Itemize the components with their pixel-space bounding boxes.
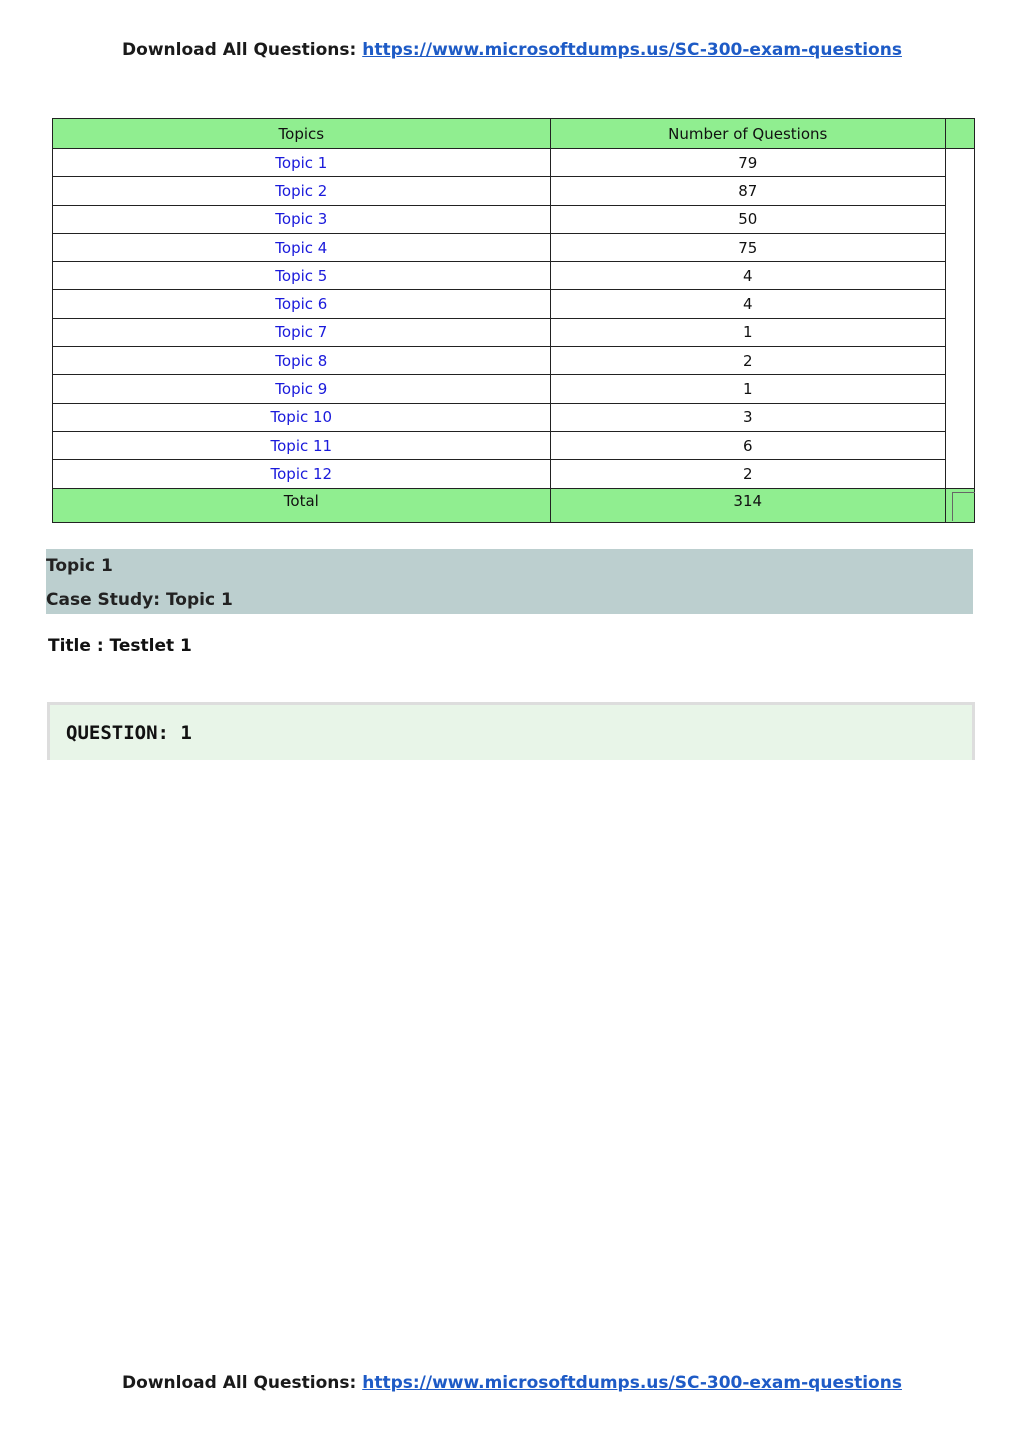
topic-link[interactable]: Topic 7	[275, 323, 328, 342]
topic-cell	[53, 233, 551, 261]
side-cell	[945, 262, 974, 290]
table-row	[53, 233, 975, 261]
question-count-cell: 2	[550, 460, 945, 488]
side-cell	[945, 431, 974, 459]
side-cell	[945, 290, 974, 318]
side-cell	[945, 177, 974, 205]
side-cell	[945, 347, 974, 375]
question-count-cell: 4	[550, 262, 945, 290]
topic-link[interactable]: Topic 1	[275, 153, 328, 172]
header-download-link[interactable]: https://www.microsoftdumps.us/SC-300-exam-questions	[362, 40, 902, 60]
question-count-cell: 4	[550, 290, 945, 318]
topic-cell	[53, 403, 551, 431]
topic-cell	[53, 177, 551, 205]
topic-cell	[53, 149, 551, 177]
total-label: Total	[53, 488, 551, 522]
section-topic-heading: Topic 1	[46, 556, 113, 576]
table-row	[53, 177, 975, 205]
topic-link[interactable]: Topic 9	[275, 380, 328, 399]
question-count-cell: 2	[550, 347, 945, 375]
topic-cell	[53, 460, 551, 488]
table-row	[53, 431, 975, 459]
topic-link[interactable]: Topic 10	[270, 408, 333, 427]
topic-link[interactable]: Topic 2	[275, 181, 328, 200]
question-count-cell: 1	[550, 375, 945, 403]
header-prefix: Download All Questions:	[122, 40, 357, 60]
header-topics: Topics	[53, 119, 551, 149]
header-side-cell	[945, 119, 974, 149]
table-row	[53, 290, 975, 318]
side-cell	[945, 233, 974, 261]
table-row	[53, 205, 975, 233]
table-header-row	[53, 119, 975, 149]
side-cell	[945, 375, 974, 403]
topic-cell	[53, 375, 551, 403]
question-count-cell: 75	[550, 233, 945, 261]
question-count-cell: 79	[550, 149, 945, 177]
table-row	[53, 460, 975, 488]
topic-link[interactable]: Topic 11	[270, 436, 333, 455]
question-count-cell: 50	[550, 205, 945, 233]
table-row	[53, 262, 975, 290]
side-cell	[945, 460, 974, 488]
side-cell	[945, 205, 974, 233]
footer-download-link[interactable]: https://www.microsoftdumps.us/SC-300-exam-questions	[362, 1373, 902, 1393]
footer-download-banner	[0, 1373, 1024, 1393]
header-number-of-questions: Number of Questions	[550, 119, 945, 149]
topic-link[interactable]: Topic 8	[275, 351, 328, 370]
topic-link[interactable]: Topic 3	[275, 210, 328, 229]
question-count-cell: 1	[550, 318, 945, 346]
table-row	[53, 149, 975, 177]
total-side-cell	[945, 488, 974, 522]
topic-cell	[53, 262, 551, 290]
side-cell	[945, 149, 974, 177]
topic-cell	[53, 431, 551, 459]
topic-link[interactable]: Topic 4	[275, 238, 328, 257]
topic-link[interactable]: Topic 5	[275, 266, 328, 285]
topic-link[interactable]: Topic 6	[275, 295, 328, 314]
footer-prefix: Download All Questions:	[122, 1373, 357, 1393]
table-row	[53, 403, 975, 431]
table-row	[53, 347, 975, 375]
case-study-heading: Case Study: Topic 1	[46, 590, 233, 610]
question-count-cell: 87	[550, 177, 945, 205]
question-box	[47, 702, 975, 760]
table-row	[53, 318, 975, 346]
question-count-cell: 3	[550, 403, 945, 431]
topic-link[interactable]: Topic 12	[270, 464, 333, 483]
header-download-banner	[0, 40, 1024, 60]
topic-cell	[53, 318, 551, 346]
total-value: 314	[550, 488, 945, 522]
topic-cell	[53, 347, 551, 375]
topic-cell	[53, 205, 551, 233]
side-cell	[945, 318, 974, 346]
total-row	[53, 488, 975, 522]
question-label: QUESTION: 1	[66, 722, 192, 744]
topic-cell	[53, 290, 551, 318]
question-count-cell: 6	[550, 431, 945, 459]
table-row	[53, 375, 975, 403]
topics-table	[52, 118, 975, 523]
testlet-title: Title : Testlet 1	[48, 636, 192, 656]
case-study-band	[46, 549, 973, 614]
side-cell	[945, 403, 974, 431]
